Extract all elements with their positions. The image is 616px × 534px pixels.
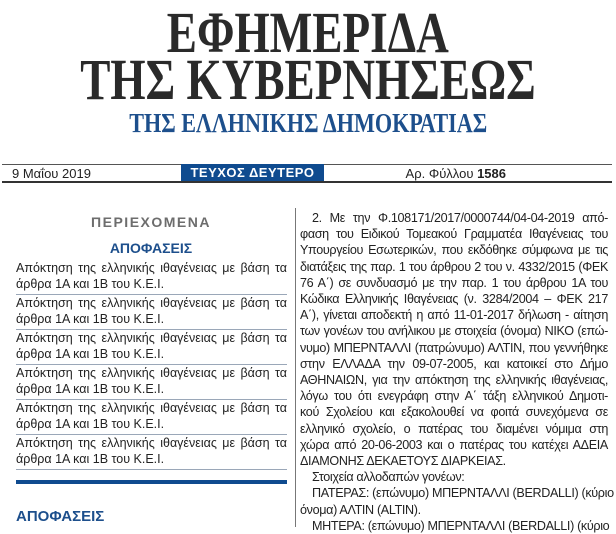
text-line: Υπουργείου Εσωτερικών, που εκδόθηκε σύμφωνα με τις xyxy=(300,243,608,258)
text-line: νυμο) ΜΠΕΡΝΤΑΛΛΙ (πατρώνυμο) ΑΛΤΙΝ, που γεννήθηκε xyxy=(300,340,608,355)
issue-date: 9 Μαΐου 2019 xyxy=(12,166,91,181)
toc-item[interactable] xyxy=(16,365,287,400)
text-line: λόγω του ότι ενεγράφη στην Α΄ τάξη ελληνικού Δημοτι- xyxy=(300,389,608,404)
text-line: 76 Α΄) σε συνδυασμό με την παρ. 1 του άρθρου 1Α του xyxy=(300,275,608,290)
text-line: χώρα από 20-06-2003 και ο πατέρας του κατέχει ΑΔΕΙΑ xyxy=(300,437,608,452)
text-line: διατάξεις της παρ. 1 του άρθρου 2 του ν. 4332/2015 (ΦΕΚ xyxy=(300,259,608,274)
toc-item-line2: άρθρα 1Α και 1Β του Κ.Ε.Ι. xyxy=(16,381,165,396)
toc-list xyxy=(16,260,287,470)
toc-title: ΠΕΡΙΕΧΟΜΕΝΑ xyxy=(91,214,211,230)
column-divider xyxy=(295,208,296,527)
text-line: Κώδικα Ελληνικής Ιθαγένειας (ν. 3284/2004 – ΦΕΚ 217 xyxy=(300,292,608,307)
toc-item-line1: Απόκτηση της ελληνικής ιθαγένειας με βάση τα xyxy=(16,436,287,450)
text-line: φαση του Ειδικού Τομεακού Γραμματέα Ιθαγένειας του xyxy=(300,227,608,242)
toc-item-line2: άρθρα 1Α και 1Β του Κ.Ε.Ι. xyxy=(16,451,165,466)
toc-item[interactable] xyxy=(16,435,287,470)
text-line: 2. Με την Φ.108171/2017/0000744/04-04-2019 από- xyxy=(312,211,608,225)
toc-item-line2: άρθρα 1Α και 1Β του Κ.Ε.Ι. xyxy=(16,416,165,431)
text-line: Α΄), γίνεται αποδεκτή η από 11-01-2017 δήλωση - αίτηση xyxy=(300,308,608,323)
toc-item-line1: Απόκτηση της ελληνικής ιθαγένειας με βάση τα xyxy=(16,401,287,415)
masthead-title-line2: ΤΗΣ ΚΥΒΕΡΝΗΣΕΩΣ xyxy=(80,47,536,112)
toc-item[interactable] xyxy=(16,295,287,330)
toc-item-line1: Απόκτηση της ελληνικής ιθαγένειας με βάση τα xyxy=(16,261,287,275)
text-line: στην ΕΛΛΑΔΑ την 09-07-2005, και κατοικεί στο Δήμο xyxy=(300,356,608,371)
text-line: ΑΘΗΝΑΙΩΝ, για την απόκτηση της ελληνικής ιθαγένειας, xyxy=(300,373,608,388)
toc-divider xyxy=(16,480,287,484)
text-line: ελληνικό σχολείο, ο πατέρας του διαμένει νόμιμα στη xyxy=(300,421,608,436)
text-line: ΜΗΤΕΡΑ: (επώνυμο) ΜΠΕΡΝΤΑΛΛΙ (BERDALLI) (κύριο xyxy=(312,518,610,533)
sheet-number: Αρ. Φύλλου 1586 xyxy=(405,166,506,181)
toc-item[interactable] xyxy=(16,260,287,295)
text-line: όνομα) ΑΛΤΙΝ (ALTIN). xyxy=(300,502,421,517)
toc-item[interactable] xyxy=(16,330,287,365)
issue-type-badge: ΤΕΥΧΟΣ ΔΕΥΤΕΡΟ xyxy=(181,164,324,181)
masthead-title-line1: ΕΦΗΜΕΡΙΔΑ xyxy=(166,0,450,65)
toc-item-line1: Απόκτηση της ελληνικής ιθαγένειας με βάση τα xyxy=(16,296,287,310)
toc-item-line2: άρθρα 1Α και 1Β του Κ.Ε.Ι. xyxy=(16,276,165,291)
toc-section-title: ΑΠΟΦΑΣΕΙΣ xyxy=(109,240,193,256)
toc-item-line2: άρθρα 1Α και 1Β του Κ.Ε.Ι. xyxy=(16,311,165,326)
toc-item-line1: Απόκτηση της ελληνικής ιθαγένειας με βάση τα xyxy=(16,366,287,380)
toc-item-line1: Απόκτηση της ελληνικής ιθαγένειας με βάση τα xyxy=(16,331,287,345)
text-line: ΠΑΤΕΡΑΣ: (επώνυμο) ΜΠΕΡΝΤΑΛΛΙ (BERDALLI) (κύριο xyxy=(312,486,614,501)
text-line: Στοιχεία αλλοδαπών γονέων: xyxy=(312,470,465,485)
masthead-subtitle: ΤΗΣ ΕΛΛΗΝΙΚΗΣ ΔΗΜΟΚΡΑΤΙΑΣ xyxy=(129,108,487,138)
toc-item[interactable] xyxy=(16,400,287,435)
header-rule-bottom xyxy=(2,181,612,183)
text-line: κού Σχολείου και εξακολουθεί να φοιτά συνεχόμενα σε xyxy=(300,405,608,420)
text-line: ΔΙΑΜΟΝΗΣ ΔΕΚΑΕΤΟΥΣ ΔΙΑΡΚΕΙΑΣ. xyxy=(300,454,506,469)
text-line: των γονέων του ανήλικου με στοιχεία (όνομα) ΝΙΚΟ (επώ- xyxy=(300,324,608,339)
section-title: ΑΠΟΦΑΣΕΙΣ xyxy=(16,508,105,525)
decision-text xyxy=(300,210,614,534)
toc-item-line2: άρθρα 1Α και 1Β του Κ.Ε.Ι. xyxy=(16,346,165,361)
